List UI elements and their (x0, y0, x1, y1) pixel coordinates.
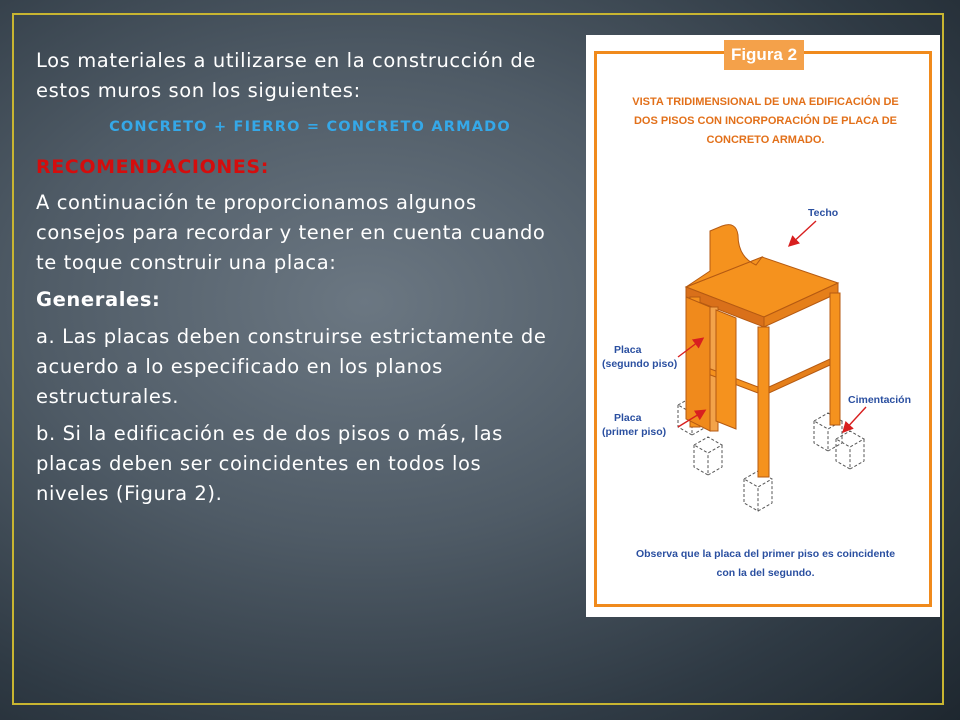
structure (686, 225, 840, 477)
figure-caption-line: con la del segundo. (716, 567, 815, 579)
figure-title-line: CONCRETO ARMADO. (706, 134, 825, 146)
label-placa-2-sub: (segundo piso) (602, 358, 678, 370)
figure-title-line: DOS PISOS CON INCORPORACIÓN DE PLACA DE (633, 115, 897, 127)
recommendations-heading: RECOMENDACIONES: (36, 156, 269, 178)
intro-paragraph: Los materiales a utilizarse en la construcción de estos muros son los siguientes: (36, 49, 536, 102)
label-cimentacion: Cimentación (848, 394, 912, 406)
label-placa-1-sub: (primer piso) (602, 426, 667, 438)
placa-wall (686, 297, 710, 431)
figure-tab: Figura 2 (724, 40, 804, 70)
building-illustration (586, 35, 940, 617)
figure-title-line: VISTA TRIDIMENSIONAL DE UNA EDIFICACIÓN DE (632, 96, 899, 108)
point-b: b. Si la edificación es de dos pisos o más, las placas deben ser coincidentes en todos los niveles (Figura 2). (36, 422, 503, 505)
label-techo: Techo (808, 207, 839, 219)
figure-caption-line: Observa que la placa del primer piso es coincidente (635, 548, 896, 560)
formula-text: CONCRETO + FIERRO = CONCRETO ARMADO (109, 119, 511, 135)
label-placa-2: Placa (614, 344, 642, 356)
slide-body (36, 46, 556, 509)
figure-2 (586, 35, 940, 617)
point-a: a. Las placas deben construirse estrictamente de acuerdo a lo especificado en los planos estructurales. (36, 325, 547, 408)
figure-caption (608, 545, 923, 583)
column (758, 327, 769, 477)
generales-heading: Generales: (36, 288, 161, 311)
label-placa-1: Placa (614, 412, 642, 424)
recommendations-intro: A continuación te proporcionamos algunos consejos para recordar y tener en cuenta cuando te toque construir una placa: (36, 191, 546, 274)
column (830, 293, 840, 425)
